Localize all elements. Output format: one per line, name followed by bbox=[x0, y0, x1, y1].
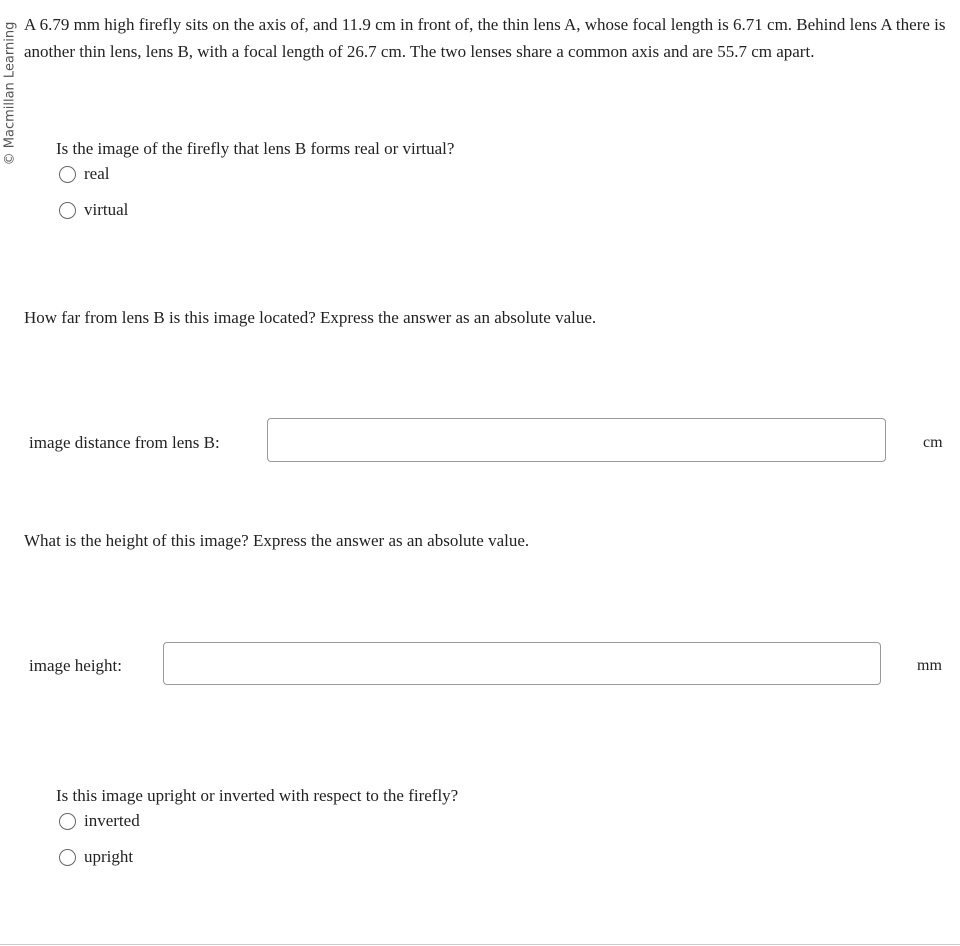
image-distance-label: image distance from lens B: bbox=[29, 433, 220, 452]
question-real-or-virtual: Is the image of the firefly that lens B forms real or virtual? bbox=[56, 139, 455, 158]
option-virtual-label: virtual bbox=[84, 200, 129, 219]
question-upright-or-inverted: Is this image upright or inverted with respect to the firefly? bbox=[56, 786, 459, 805]
copyright-text: © Macmillan Learning bbox=[2, 21, 18, 165]
option-upright[interactable] bbox=[59, 847, 133, 867]
image-distance-input[interactable] bbox=[267, 418, 886, 462]
radio-inverted[interactable] bbox=[59, 813, 76, 830]
image-height-unit: mm bbox=[917, 657, 942, 674]
image-height-label: image height: bbox=[29, 656, 123, 675]
option-upright-label: upright bbox=[84, 847, 134, 866]
option-real[interactable] bbox=[59, 164, 109, 184]
option-real-label: real bbox=[84, 164, 110, 183]
image-distance-unit: cm bbox=[923, 434, 943, 451]
radio-real[interactable] bbox=[59, 166, 76, 183]
radio-virtual[interactable] bbox=[59, 202, 76, 219]
radio-upright[interactable] bbox=[59, 849, 76, 866]
image-height-input[interactable] bbox=[163, 642, 881, 685]
option-inverted-label: inverted bbox=[84, 811, 140, 830]
problem-statement: A 6.79 mm high firefly sits on the axis of, and 11.9 cm in front of, the thin lens A, whose focal length is 6.71 cm. Behind lens A there is another thin lens, lens B, with a focal length of 26.7 cm. The two lenses share a common axis and are 55.7 cm apart. bbox=[24, 15, 946, 61]
option-virtual[interactable] bbox=[59, 200, 128, 220]
bottom-divider bbox=[0, 944, 960, 945]
copyright-credit bbox=[2, 18, 18, 168]
question-image-distance: How far from lens B is this image located? Express the answer as an absolute value. bbox=[24, 308, 597, 327]
question-image-height: What is the height of this image? Express the answer as an absolute value. bbox=[24, 531, 530, 550]
option-inverted[interactable] bbox=[59, 811, 140, 831]
